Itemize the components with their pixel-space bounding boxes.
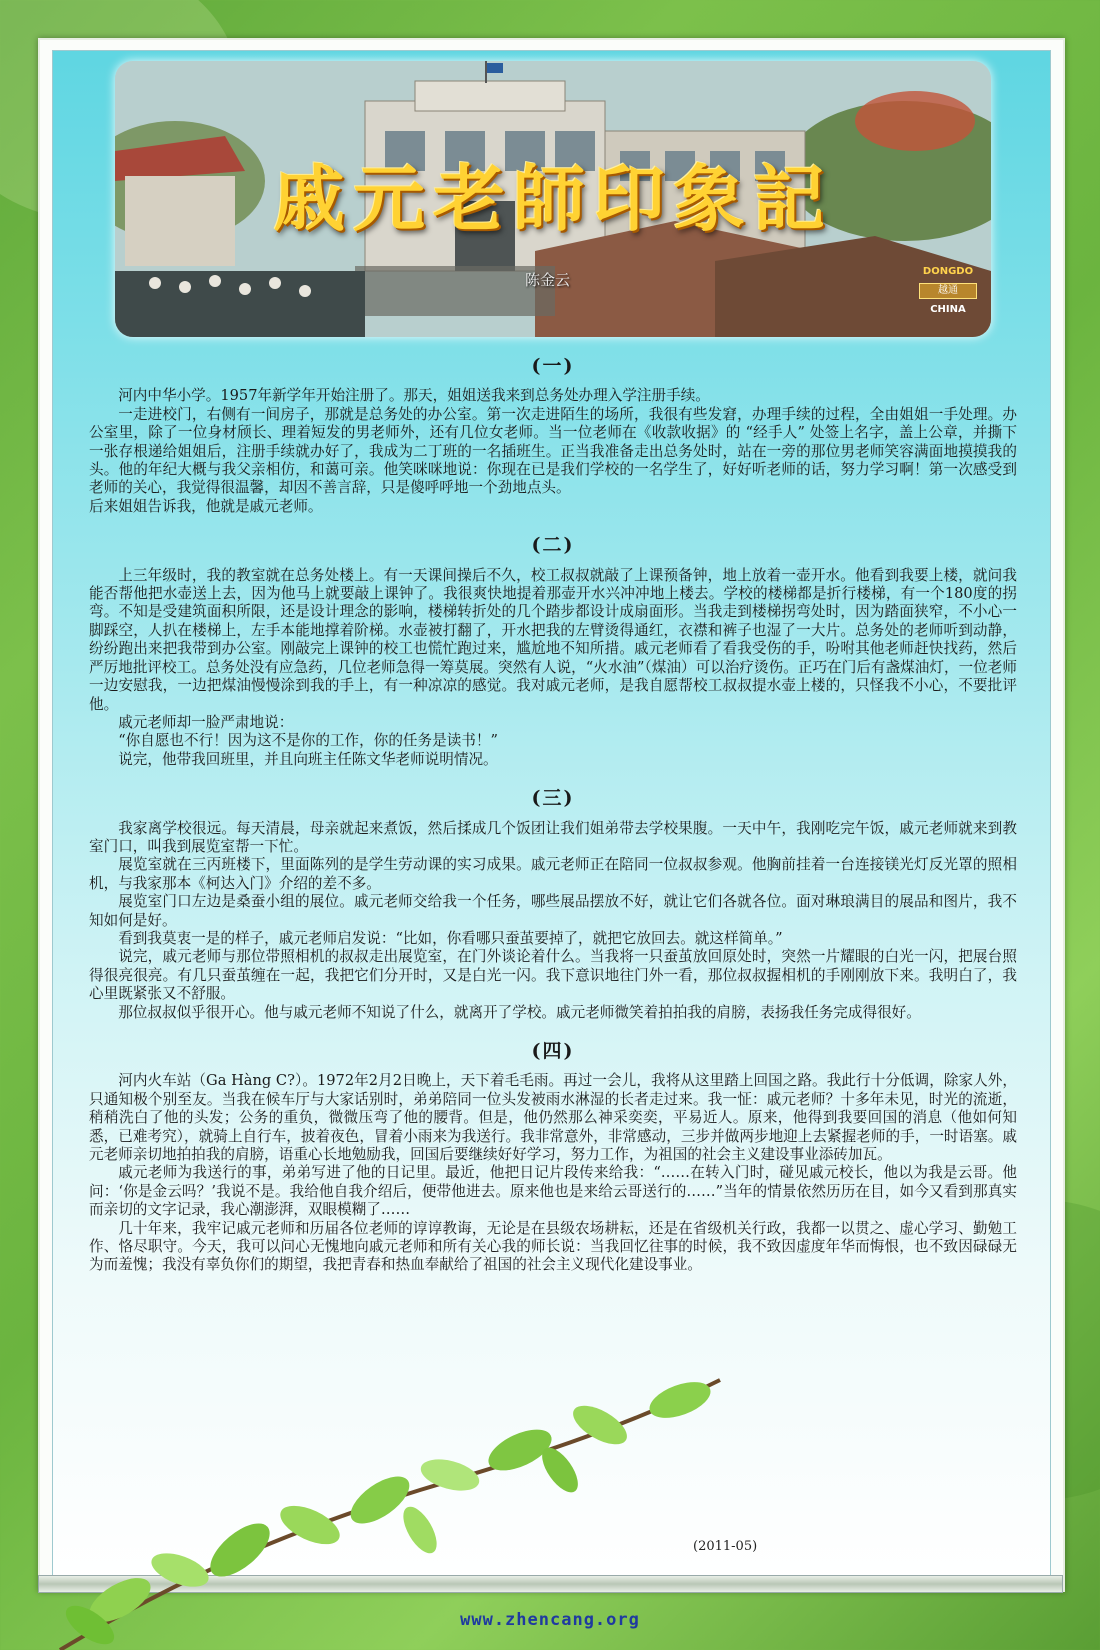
paragraph: 看到我莫衷一是的样子，戚元老师启发说：“比如，你看哪只蚕茧要掉了，就把它放回去。就这样简单。” [118, 929, 783, 947]
paragraph: 后来姐姐告诉我，他就是戚元老师。 [89, 497, 323, 515]
logo-text-mid: 越通 [919, 283, 977, 299]
paragraph: 一走进校门，右侧有一间房子，那就是总务处的办公室。第一次走进陌生的场所，我很有些发窘，办理手续的过程，全由姐姐一手处理。办公室里，除了一位身材颀长、理着短发的男老师外，还有几位女老师。当一位老师在《收款收据》的 “经手人” 处签上名字，盖上公章，并撕下一张存根递给姐姐后，注册手续就办好了，我成为二丁班的一名插班生。正当我准备走出总务处时，站在一旁的那位男老师笑容满面地摸摸我的头。他的年纪大概与我父亲相仿，和蔼可亲。他笑咪咪地说：你现在已是我们学校的一名学生了，好好听老师的话，努力学习啊！第一次感受到老师的关心，我觉得很温馨，却因不善言辞，只是傻呼呼地一个劲地点头。 [89, 405, 1017, 497]
paragraph: 河内中华小学。1957年新学年开始注册了。那天，姐姐送我来到总务处办理入学注册手续。 [118, 387, 710, 405]
logo-text-top: DONGDO [922, 266, 974, 277]
paragraph: 戚元老师却一脸严肃地说： [118, 713, 294, 731]
paragraph: 展览室就在三丙班楼下，里面陈列的是学生劳动课的实习成果。戚元老师正在陪同一位叔叔参观。他胸前挂着一台连接镁光灯反光罩的照相机，与我家那本《柯达入门》介绍的差不多。 [89, 856, 1017, 892]
paragraph-quote: “你自愿也不行！因为这不是你的工作，你的任务是读书！” [118, 732, 498, 750]
paragraph: 说完，戚元老师与那位带照相机的叔叔走出展览室，在门外谈论着什么。当我将一只蚕茧放回原处时，突然一片耀眼的白光一闪，把展台照得很亮很亮。有几只蚕茧缠在一起，我把它们分开时，又是白光一闪。我下意识地往门外一看，那位叔叔握相机的手刚刚放下来。我明白了，我心里既紧张又不舒服。 [89, 948, 1017, 1003]
paragraph: 我家离学校很远。每天清晨，母亲就起来煮饭，然后揉成几个饭团让我们姐弟带去学校果腹。一天中午，我刚吃完午饭，戚元老师就来到教室门口，叫我到展览室帮一下忙。 [89, 819, 1017, 855]
article-date: (2011-05) [693, 1539, 758, 1554]
section-heading: (四) [531, 1040, 575, 1062]
article-body [89, 351, 1017, 1275]
logo-text-bottom: CHINA [930, 304, 966, 315]
logo-stamp [913, 265, 983, 327]
section-heading: (二) [531, 534, 575, 557]
paragraph: 几十年来，我牢记戚元老师和历届各位老师的谆谆教诲，无论是在县级农场耕耘，还是在省级机关行政，我都一以贯之、虚心学习、勤勉工作、恪尽职守。今天，我可以问心无愧地向戚元老师和所有关心我的师长说：当我回忆往事的时候，我不致因虚度年华而悔恨，也不致因碌碌无为而羞愧；我没有辜负你们的期望，我把青春和热血奉献给了祖国的社会主义现代化建设事业。 [89, 1219, 1017, 1274]
paragraph: 说完，他带我回班里，并且向班主任陈文华老师说明情况。 [118, 750, 498, 768]
poster-title: 戚元老師印象記 [272, 156, 833, 241]
paragraph: 河内火车站（Ga Hàng C?）。1972年2月2日晚上，天下着毛毛雨。再过一会儿，我将从这里踏上回国之路。我此行十分低调，除家人外，只通知极个别至友。当我在候车厅与大家话别时，弟弟陪同一位头发被雨水淋湿的长者走过来。我一怔：戚元老师？十多年未见，时光的流逝，稍稍洗白了他的头发；公务的重负，微微压弯了他的腰背。但是，他仍然那么神采奕奕，平易近人。原来，他得到我要回国的消息（他如何知悉，已难考究），就骑上自行车，披着夜色，冒着小雨来为我送行。我非常意外，非常感动，三步并做两步地迎上去紧握老师的手，一时语塞。戚元老师亲切地拍拍我的肩膀，语重心长地勉励我，回国后要继续好好学习，努力工作，为祖国的社会主义建设事业添砖加瓦。 [89, 1072, 1017, 1164]
section-heading: (一) [531, 355, 575, 377]
banner-image [115, 61, 991, 337]
footer-url[interactable]: www.zhencang.org [460, 1610, 640, 1630]
paragraph: 展览室门口左边是桑蚕小组的展位。戚元老师交给我一个任务，哪些展品摆放不好，就让它们各就各位。面对琳琅满目的展品和图片，我不知如何是好。 [89, 893, 1017, 929]
author-name: 陈金云 [525, 271, 571, 289]
paragraph: 戚元老师为我送行的事，弟弟写进了他的日记里。最近，他把日记片段传来给我：“……在转入门时，碰见戚元校长，他以为我是云哥。他问：‘你是金云吗？’我说不是。我给他自我介绍后，便带他进去。原来他也是来给云哥送行的……”当年的情景依然历历在目，如今又看到那真实而亲切的文字记录，我心潮澎湃，双眼模糊了…… [89, 1164, 1017, 1219]
paragraph: 上三年级时，我的教室就在总务处楼上。有一天课间操后不久，校工叔叔就敲了上课预备钟，地上放着一壶开水。他看到我要上楼，就问我能否帮他把水壶送上去，因为他马上就要敲上课钟了。我很爽快地提着那壶开水兴冲冲地上楼去。学校的楼梯都是折行楼梯，有一个180度的拐弯。不知是受建筑面积所限，还是设计理念的影响，楼梯转折处的几个踏步都设计成扇面形。当我走到楼梯拐弯处时，因为踏面狭窄，不小心一脚踩空，人扒在楼梯上，左手本能地撑着阶梯。水壶被打翻了，开水把我的左臂烫得通红，衣襟和裤子也湿了一大片。总务处的老师听到动静，纷纷跑出来把我带到办公室。刚敲完上课钟的校工也慌忙跑过来，尴尬地不知所措。戚元老师看了看我受伤的手，吩咐其他老师赶快找药，然后严厉地批评校工。总务处没有应急药，几位老师急得一筹莫展。突然有人说，“火水油”（煤油）可以治疗烫伤。正巧在门后有盏煤油灯，一位老师一边安慰我，一边把煤油慢慢涂到我的手上，有一种凉凉的感觉。我对戚元老师，是我自愿帮校工叔叔提水壶上楼的，只怪我不小心，不要批评他。 [89, 566, 1017, 713]
section-heading: (三) [531, 787, 575, 810]
leaf-decoration [0, 1340, 1100, 1650]
paragraph: 那位叔叔似乎很开心。他与戚元老师不知说了什么，就离开了学校。戚元老师微笑着拍拍我的肩膀，表扬我任务完成得很好。 [118, 1003, 921, 1021]
